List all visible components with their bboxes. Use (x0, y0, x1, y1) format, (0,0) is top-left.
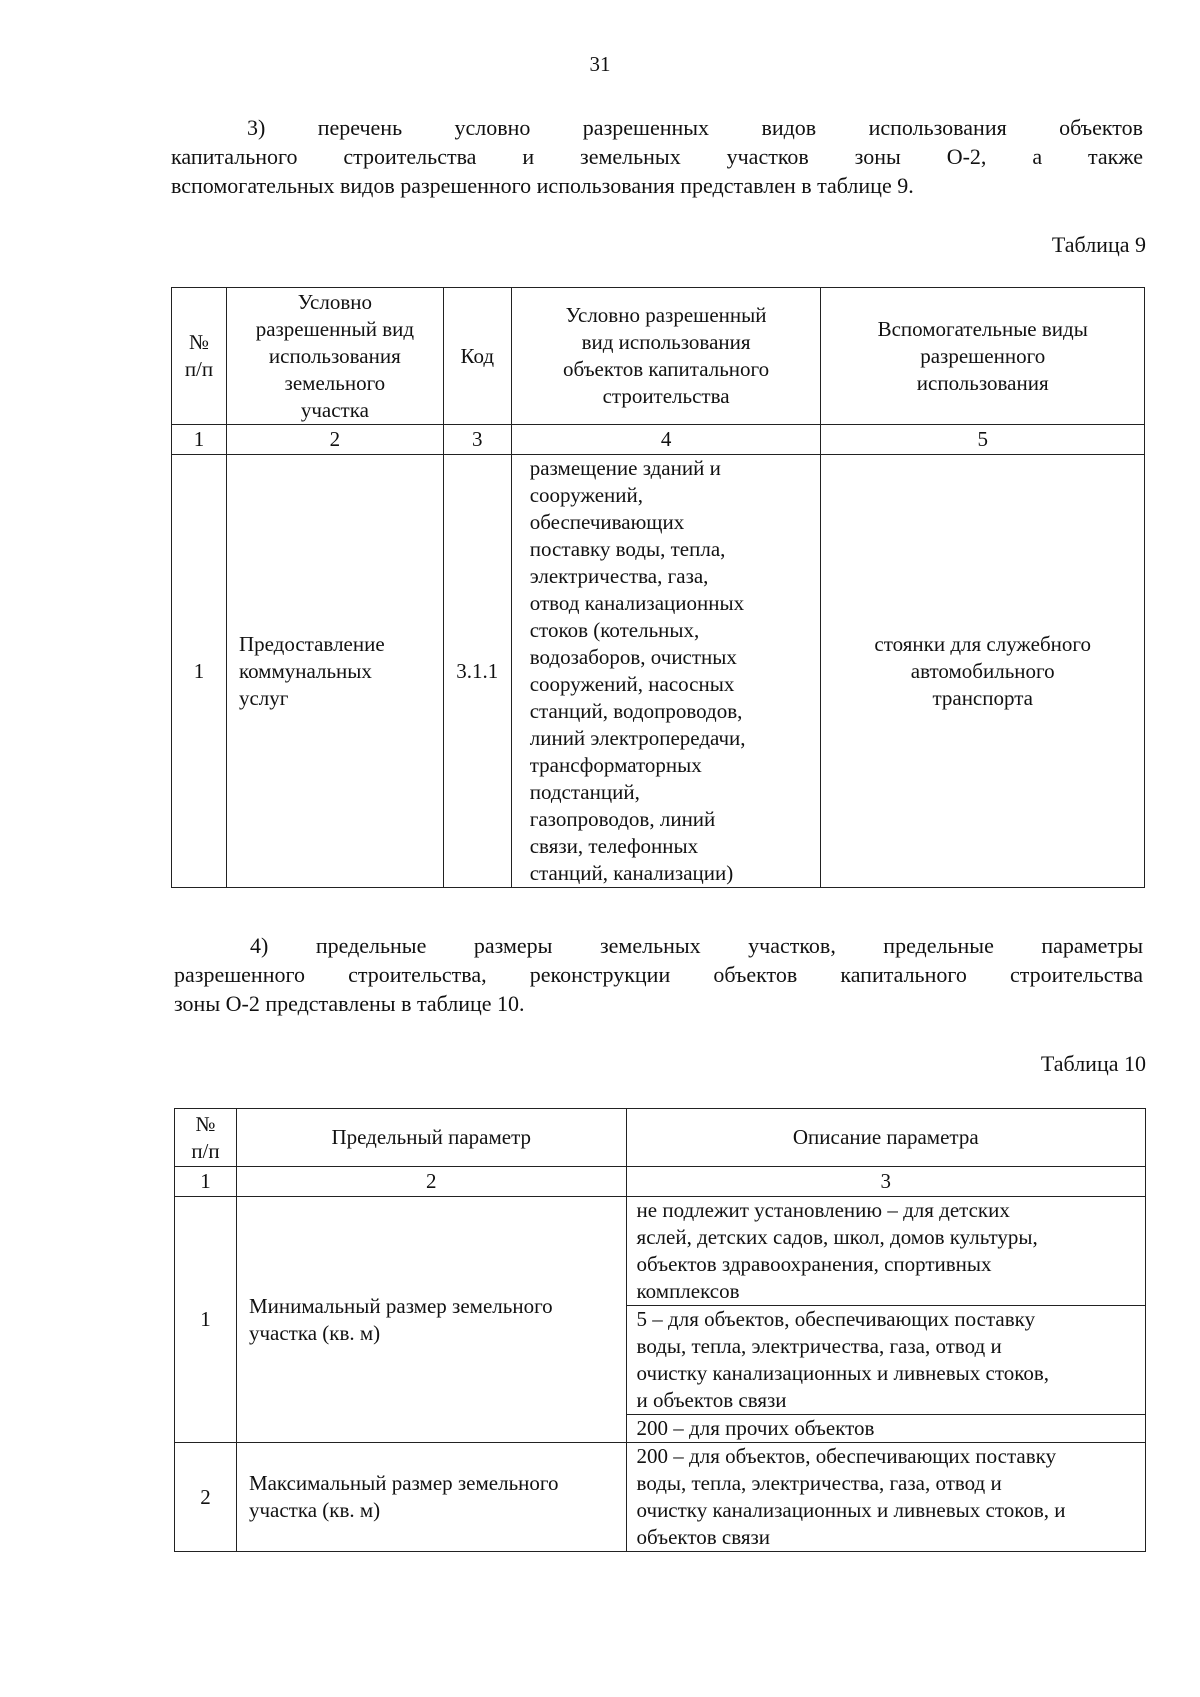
row-desc: не подлежит установлению – для детских яслей, детских садов, школ, домов культуры, объектов здравоохранения, спортивных комплексов (626, 1197, 1145, 1306)
table-header-row (175, 1109, 1146, 1167)
header-desc: Описание параметра (626, 1109, 1145, 1167)
paragraph-line: зоны О-2 представлены в таблице 10. (174, 991, 525, 1016)
header-capital-use: Условно разрешенный вид использования объектов капитального строительства (511, 288, 821, 425)
header-auxiliary: Вспомогательные виды разрешенного использования (821, 288, 1145, 425)
row-auxiliary: стоянки для служебного автомобильного транспорта (821, 455, 1145, 888)
header-param: Предельный параметр (236, 1109, 626, 1167)
table-limit-parameters (174, 1108, 1146, 1552)
column-number: 3 (443, 425, 511, 455)
table-header-row (172, 288, 1145, 425)
column-number: 4 (511, 425, 821, 455)
column-number: 3 (626, 1167, 1145, 1197)
column-number-row (175, 1167, 1146, 1197)
header-code: Код (443, 288, 511, 425)
row-num: 1 (175, 1197, 237, 1443)
column-number: 1 (172, 425, 227, 455)
table9-caption: Таблица 9 (1051, 232, 1146, 257)
table-row (175, 1197, 1146, 1306)
paragraph-line: разрешенного строительства, реконструкции объектов капитального строительства (174, 962, 1143, 987)
table-row (172, 455, 1145, 888)
row-num: 1 (172, 455, 227, 888)
row-land-use: Предоставление коммунальных услуг (226, 455, 443, 888)
column-number: 5 (821, 425, 1145, 455)
row-desc: 200 – для объектов, обеспечивающих поставку воды, тепла, электричества, газа, отвод и очистку канализационных и ливневых стоков, и объектов связи (626, 1443, 1145, 1552)
column-number: 2 (236, 1167, 626, 1197)
column-number: 1 (175, 1167, 237, 1197)
row-param: Максимальный размер земельного участка (кв. м) (236, 1443, 626, 1552)
paragraph-line: 4) предельные размеры земельных участков, предельные параметры (250, 933, 1143, 958)
column-number-row (172, 425, 1145, 455)
row-desc: 200 – для прочих объектов (626, 1415, 1145, 1443)
paragraph-limits (174, 931, 1143, 1018)
header-num: № п/п (175, 1109, 237, 1167)
row-param: Минимальный размер земельного участка (кв. м) (236, 1197, 626, 1443)
header-land-use: Условно разрешенный вид использования земельного участка (226, 288, 443, 425)
paragraph-line: вспомогательных видов разрешенного использования представлен в таблице 9. (171, 173, 914, 198)
paragraph-line: капитального строительства и земельных участков зоны О-2, а также (171, 144, 1143, 169)
table-row (175, 1443, 1146, 1552)
table-conditional-uses (171, 287, 1145, 888)
table10-caption: Таблица 10 (1040, 1051, 1146, 1076)
row-num: 2 (175, 1443, 237, 1552)
column-number: 2 (226, 425, 443, 455)
row-desc: 5 – для объектов, обеспечивающих поставку воды, тепла, электричества, газа, отвод и очистку канализационных и ливневых стоков, и объектов связи (626, 1306, 1145, 1415)
page-number: 31 (589, 52, 611, 76)
row-capital-use: размещение зданий и сооружений, обеспечивающих поставку воды, тепла, электричества, газа, отвод канализационных стоков (котельных, водозаборов, очистных сооружений, насосных станций, водопроводов, линий электропередачи, трансформаторных подстанций, газопроводов, линий связи, телефонных станций, канализации) (511, 455, 821, 888)
paragraph-conditional-uses (171, 113, 1143, 200)
paragraph-line: 3) перечень условно разрешенных видов использования объектов (247, 115, 1143, 140)
header-num: № п/п (172, 288, 227, 425)
row-code: 3.1.1 (443, 455, 511, 888)
